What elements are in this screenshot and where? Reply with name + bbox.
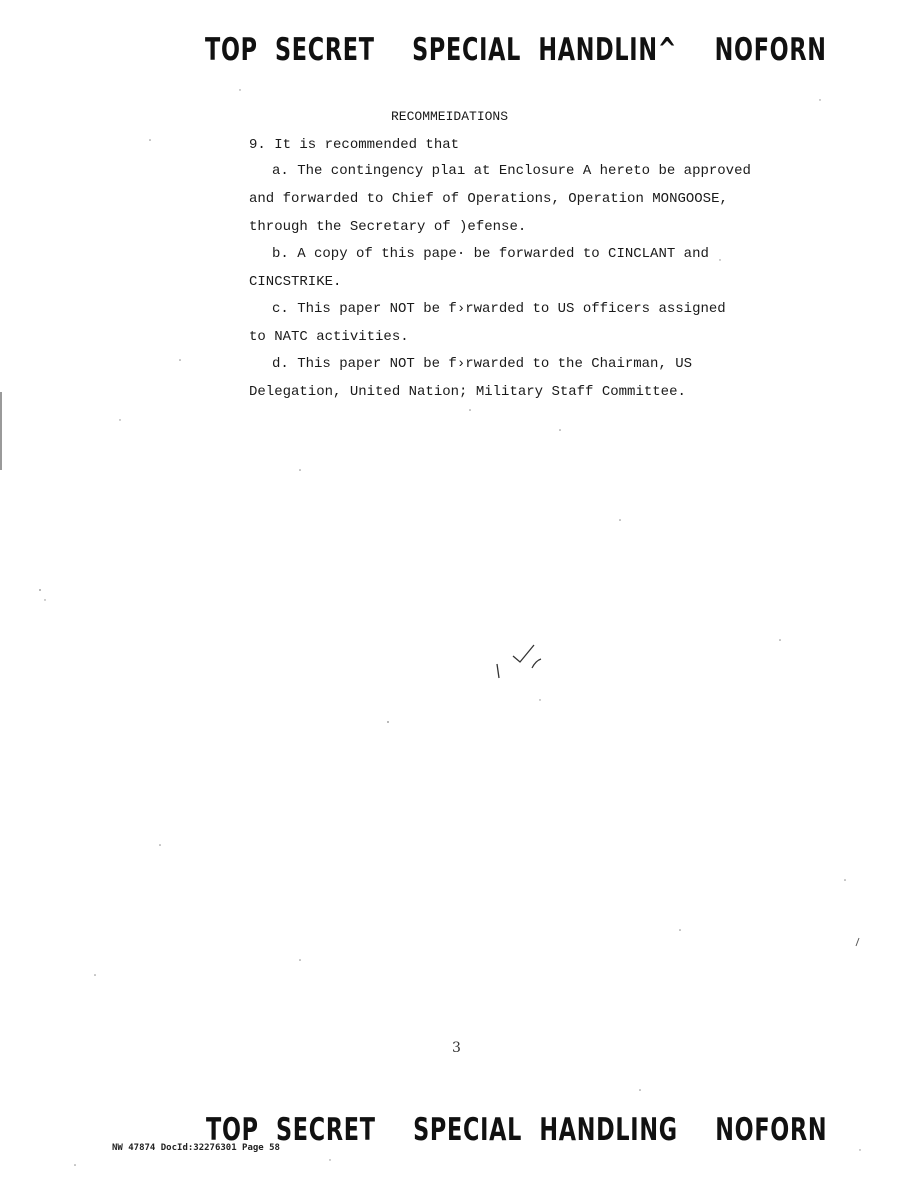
page-number: 3 [452,1040,461,1056]
document-id-stamp: NW 47874 DocId:32276301 Page 58 [112,1143,280,1153]
classification-word: HANDLING [539,1112,678,1148]
classification-word: HANDLIN^ [538,32,678,68]
recommendation-line: CINCSTRIKE. [249,274,342,290]
recommendation-line: Delegation, United Nation; Military Staff Committee. [249,384,686,400]
classification-word: SECRET [275,32,375,68]
classification-word: SECRET [276,1112,376,1148]
classification-word: SPECIAL [412,32,522,68]
recommendation-line: to NATC activities. [249,329,409,345]
paragraph-9-intro: 9. It is recommended that [249,137,460,153]
classification-word: NOFORN [715,1112,828,1148]
recommendation-line: through the Secretary of )efense. [249,219,527,235]
recommendation-line: a. The contingency plaı at Enclosure A hereto be approved [272,163,751,179]
classification-footer [206,1112,827,1148]
classification-word: SPECIAL [413,1112,523,1148]
recommendation-line: d. This paper NOT be f›rwarded to the Chairman, US [272,356,693,372]
recommendation-line: and forwarded to Chief of Operations, Operation MONGOOSE, [249,191,728,207]
recommendation-line: c. This paper NOT be f›rwarded to US officers assigned [272,301,726,317]
classification-word: NOFORN [714,32,827,68]
classification-word: TOP [206,1112,259,1148]
recommendation-line: b. A copy of this pape· be forwarded to CINCLANT and [272,246,709,262]
classification-word: TOP [205,32,258,68]
section-heading: RECOMMEIDATIONS [391,109,509,124]
